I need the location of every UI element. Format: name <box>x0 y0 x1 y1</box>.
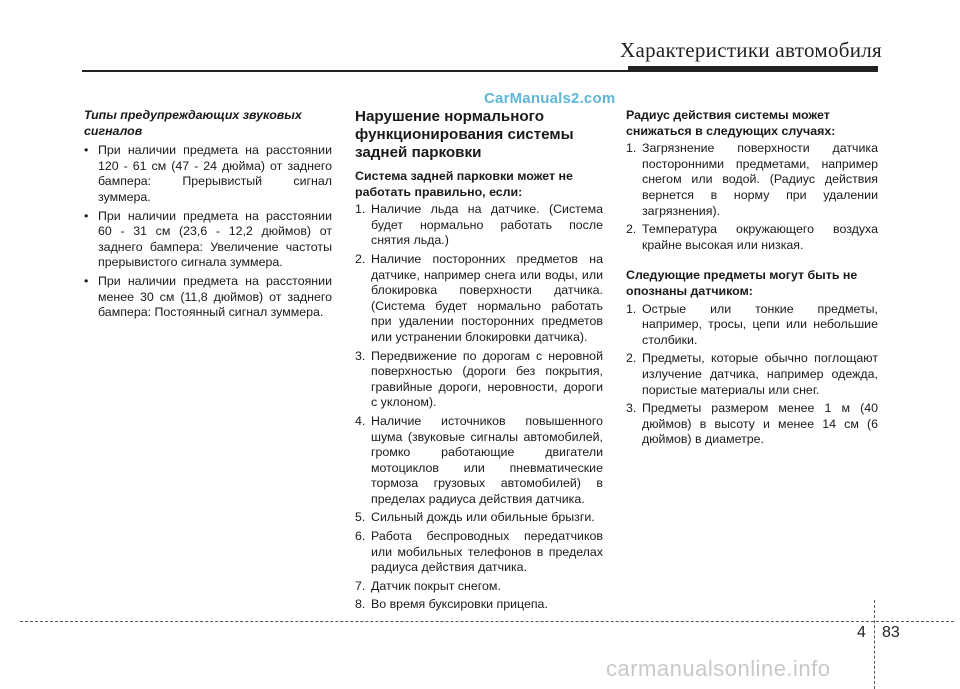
list-item: 6. Работа беспроводных передатчиков или мобильных телефонов в пределах радиуса действия датчика. <box>355 529 603 575</box>
header-rule-accent <box>628 66 878 72</box>
bullet-marker: • <box>84 143 89 158</box>
malfunction-list <box>355 202 603 613</box>
range-list <box>626 141 878 253</box>
list-item: 5. Сильный дождь или обильные брызги. <box>355 510 595 525</box>
bullet-marker: • <box>84 208 89 223</box>
undetected-objects-subtitle: Следующие предметы могут быть не опознаны датчиком: <box>626 268 858 298</box>
malfunction-subtitle: Система задней парковки может не работать правильно, если: <box>355 169 573 199</box>
list-item: 1. Острые или тонкие предметы, например, тросы, цепи или небольшие столбики. <box>626 301 878 347</box>
watermark-bottom[interactable]: carmanualsonline.info <box>606 656 831 681</box>
list-item: 4. Наличие источников повышенного шума (звуковые сигналы автомобилей, громко работающие двигатели мотоциклов или пневматические тормоза грузовых автомобилей) в пределах радиуса действия датчика. <box>355 413 603 506</box>
list-item: 2. Наличие посторонних предметов на датчике, например снега или воды, или блокировка поверхности датчика. (Система будет нормально работать при удалении посторонних предметов или устранении блокировки датчика). <box>355 251 603 344</box>
column-warning-sounds <box>84 108 332 324</box>
footer-rule <box>20 621 954 622</box>
column-malfunction <box>355 108 603 616</box>
list-item: 1. Загрязнение поверхности датчика посторонними предметами, например снегом или водой. (Радиус действия вернется в норму при удалении загрязнения). <box>626 141 878 218</box>
warning-sounds-list <box>84 143 332 321</box>
column-detection-range <box>626 108 878 451</box>
list-item: 8. Во время буксировки прицепа. <box>355 597 548 612</box>
range-subtitle: Радиус действия системы может снижаться в следующих случаях: <box>626 108 836 138</box>
warning-sounds-subtitle: Типы предупреждающих звуковых сигналов <box>84 108 302 138</box>
list-item: 1. Наличие льда на датчике. (Система будет нормально работать после снятия льда.) <box>355 202 603 248</box>
chapter-number: 4 <box>857 624 866 641</box>
section-title: Нарушение нормального функционирования системы задней парковки <box>355 108 574 161</box>
list-item: 2. Температура окружающего воздуха крайне высокая или низкая. <box>626 222 878 252</box>
list-item: • При наличии предмета на расстоянии 60 - 31 см (23,6 - 12,2 дюймов) от заднего бампера: Увеличение частоты прерывистого сигнала зуммера. <box>84 208 332 270</box>
list-item: • При наличии предмета на расстоянии 120 - 61 см (47 - 24 дюйма) от заднего бампера: Прерывистый сигнал зуммера. <box>84 143 332 204</box>
bullet-marker: • <box>84 273 89 288</box>
page-header-title: Характеристики автомобиля <box>620 38 882 62</box>
undetected-objects-list <box>626 302 878 448</box>
watermark-top[interactable]: CarManuals2.com <box>484 90 616 107</box>
list-item: • При наличии предмета на расстоянии менее 30 см (11,8 дюймов) от заднего бампера: Постоянный сигнал зуммера. <box>84 273 332 320</box>
page-number: 83 <box>882 624 900 641</box>
list-item: 7. Датчик покрыт снегом. <box>355 578 501 593</box>
list-item: 3. Передвижение по дорогам с неровной поверхностью (дороги без покрытия, гравийные дороги, неровности, дороги с уклоном). <box>355 348 603 410</box>
page-number-separator <box>874 600 875 689</box>
list-item: 2. Предметы, которые обычно поглощают излучение датчика, например одежда, пористые материалы или снег. <box>626 351 878 397</box>
list-item: 3. Предметы размером менее 1 м (40 дюймов) в высоту и менее 14 см (6 дюймов) в диаметре. <box>626 401 878 447</box>
